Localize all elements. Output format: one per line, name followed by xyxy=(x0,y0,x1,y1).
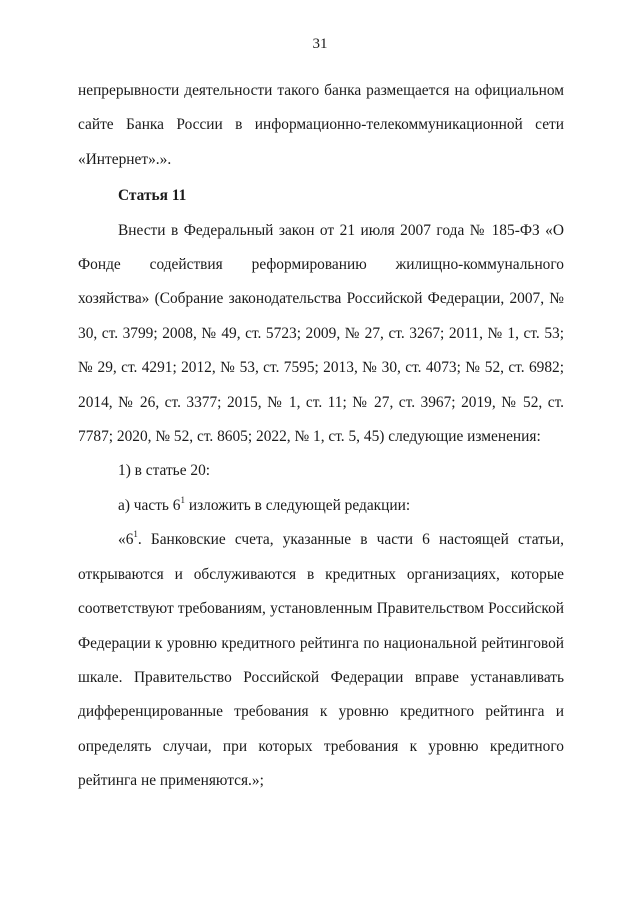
item-a-suffix: изложить в следующей редакции: xyxy=(185,496,411,514)
quoted-provision-paragraph xyxy=(78,523,564,798)
document-body xyxy=(78,74,564,799)
item-a-paragraph xyxy=(78,489,564,523)
intro-paragraph: Внести в Федеральный закон от 21 июля 2007 года № 185-ФЗ «О Фонде содействия реформированию жилищно-коммунального хозяйства» (Собрание законодательства Российской Федерации, 2007, № 30, ст. 3799; 2008, № 49, ст. 5723; 2009, № 27, ст. 3267; 2011, № 1, ст. 53; № 29, ст. 4291; 2012, № 53, ст. 7595; 2013, № 30, ст. 4073; № 52, ст. 6982; 2014, № 26, ст. 3377; 2015, № 1, ст. 11; № 27, ст. 3967; 2019, № 52, ст. 7787; 2020, № 52, ст. 8605; 2022, № 1, ст. 5, 45) следующие изменения: xyxy=(78,221,564,446)
item-1-paragraph: 1) в статье 20: xyxy=(118,462,211,480)
page-number: 31 xyxy=(312,36,328,52)
quote-superscript: 1 xyxy=(133,529,138,540)
item-a-prefix: а) часть 6 xyxy=(118,496,181,514)
article-heading: Статья 11 xyxy=(118,187,187,205)
quote-prefix: «6 xyxy=(118,531,134,549)
quote-text: . Банковские счета, указанные в части 6 настоящей статьи, открываются и обслуживаются в кредитных организациях, которые соответствуют требованиям, установленным Правительством Российской Федерации к уровню кредитного рейтинга по национальной рейтинговой шкале. Правительство Российской Федерации вправе устанавливать дифференцированные требования к уровню кредитного рейтинга и определять случаи, при которых требования к уровню кредитного рейтинга не применяются.»; xyxy=(78,531,564,790)
continuation-paragraph: непрерывности деятельности такого банка размещается на официальном сайте Банка России в информационно-телекоммуникационной сети «Интернет».». xyxy=(78,82,564,168)
item-a-superscript: 1 xyxy=(180,494,185,505)
